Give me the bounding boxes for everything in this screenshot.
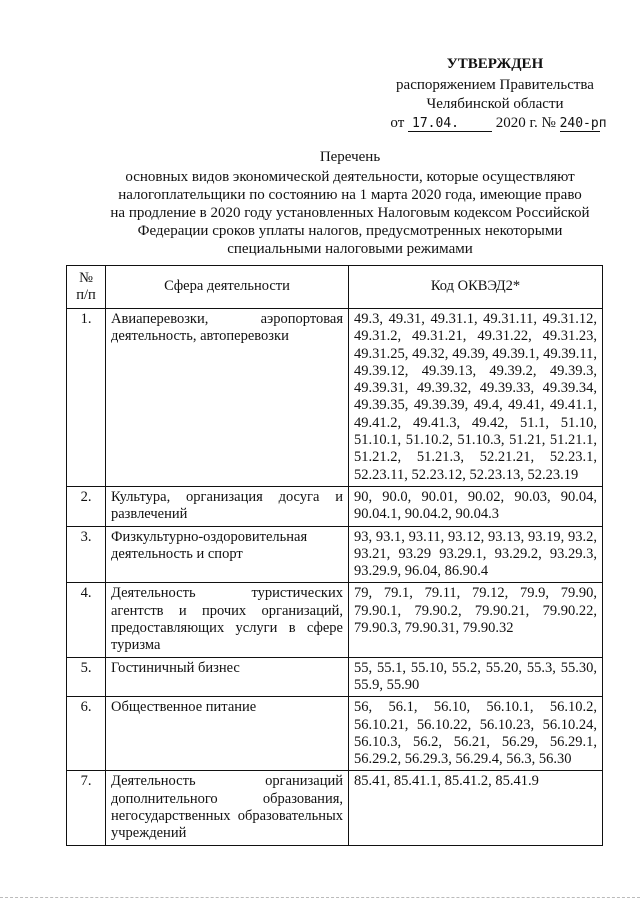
row-code: 79, 79.1, 79.11, 79.12, 79.9, 79.90, 79.90.1, 79.90.2, 79.90.21, 79.90.22, 79.90.3, 79.90.31, 79.90.32	[349, 583, 603, 657]
approval-number: 240-рп	[559, 116, 607, 131]
title-line-4: на продление в 2020 году установленных Налоговым кодексом Российской	[110, 205, 590, 221]
header-code: Код ОКВЭД2*	[349, 266, 603, 309]
table-row	[67, 309, 603, 487]
row-code: 90, 90.0, 90.01, 90.02, 90.03, 90.04, 90.04.1, 90.04.2, 90.04.3	[349, 486, 603, 526]
document-title	[60, 148, 640, 258]
approval-prefix: от	[390, 115, 405, 131]
title-line-1: Перечень	[319, 149, 381, 165]
title-line-3: налогоплательщики по состоянию на 1 марта 2020 года, имеющие право	[118, 187, 582, 203]
row-code: 55, 55.1, 55.10, 55.2, 55.20, 55.3, 55.30, 55.9, 55.90	[349, 657, 603, 697]
approval-stamp	[360, 55, 630, 133]
row-code: 49.3, 49.31, 49.31.1, 49.31.11, 49.31.12, 49.31.2, 49.31.21, 49.31.22, 49.31.23, 49.31.25, 49.32, 49.39, 49.39.1, 49.39.11, 49.39.12, 49.39.13, 49.39.2, 49.39.3, 49.39.31, 49.39.32, 49.39.33, 49.39.34, 49.39.35, 49.39.39, 49.4, 49.41, 49.41.1, 49.41.2, 49.41.3, 49.42, 51.1, 51.10, 51.10.1, 51.10.2, 51.10.3, 51.21, 51.21.1, 51.21.2, 51.21.3, 52.21.21, 52.23.1, 52.23.11, 52.23.12, 52.23.13, 52.23.19	[349, 309, 603, 487]
row-num: 3.	[67, 526, 106, 583]
approval-line-2: Челябинской области	[426, 96, 564, 112]
row-num: 4.	[67, 583, 106, 657]
row-num: 6.	[67, 697, 106, 771]
row-area: Деятельность туристических агентств и прочих организаций, предоставляющих услуги в сфере туризма	[106, 583, 349, 657]
table-row	[67, 486, 603, 526]
row-code: 93, 93.1, 93.11, 93.12, 93.13, 93.19, 93.2, 93.21, 93.29 93.29.1, 93.29.2, 93.29.3, 93.29.9, 96.04, 86.90.4	[349, 526, 603, 583]
title-line-2: основных видов экономической деятельности, которые осуществляют	[125, 169, 575, 185]
page-bottom-divider	[0, 897, 640, 898]
title-line-5: Федерации сроков уплаты налогов, предусмотренных некоторыми	[137, 223, 563, 239]
row-code: 85.41, 85.41.1, 85.41.2, 85.41.9	[349, 771, 603, 845]
row-num: 2.	[67, 486, 106, 526]
table-row	[67, 583, 603, 657]
approval-date: 17.04.	[408, 117, 492, 132]
table-header-row	[67, 266, 603, 309]
activities-table	[66, 265, 603, 846]
row-area: Общественное питание	[106, 697, 349, 771]
header-num	[67, 266, 106, 309]
table-row	[67, 697, 603, 771]
row-area: Физкультурно-оздоровительная деятельность и спорт	[106, 526, 349, 583]
approval-date-line	[360, 114, 630, 133]
approval-year: 2020 г. №	[495, 115, 556, 131]
row-area: Авиаперевозки, аэропортовая деятельность, автоперевозки	[106, 309, 349, 487]
approval-heading: УТВЕРЖДЕН	[446, 56, 544, 72]
header-num-line-2: п/п	[76, 287, 96, 303]
header-area: Сфера деятельности	[106, 266, 349, 309]
row-area: Культура, организация досуга и развлечений	[106, 486, 349, 526]
title-line-6: специальными налоговыми режимами	[227, 241, 473, 257]
table-row	[67, 526, 603, 583]
header-num-line-1: №	[79, 269, 93, 286]
row-area: Деятельность организаций дополнительного образования, негосударственных образовательных учреждений	[106, 771, 349, 845]
row-code: 56, 56.1, 56.10, 56.10.1, 56.10.2, 56.10.21, 56.10.22, 56.10.23, 56.10.24, 56.10.3, 56.2, 56.21, 56.29, 56.29.1, 56.29.2, 56.29.3, 56.29.4, 56.3, 56.30	[349, 697, 603, 771]
row-num: 1.	[67, 309, 106, 487]
row-area: Гостиничный бизнес	[106, 657, 349, 697]
row-num: 5.	[67, 657, 106, 697]
row-num: 7.	[67, 771, 106, 845]
table-row	[67, 657, 603, 697]
table-row	[67, 771, 603, 845]
approval-line-1: распоряжением Правительства	[396, 77, 594, 93]
